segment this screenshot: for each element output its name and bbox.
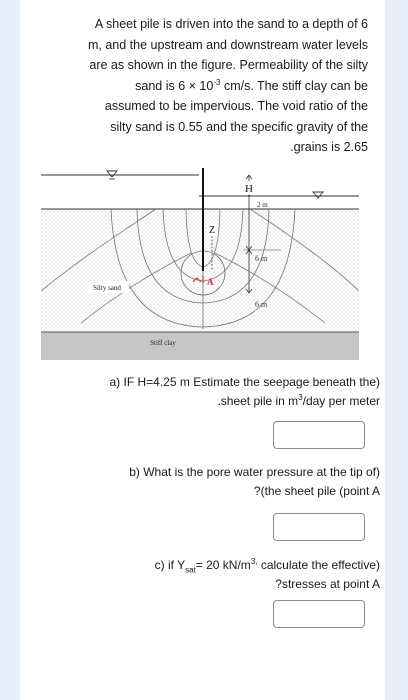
question-c-line-2: ?stresses at point A — [275, 576, 380, 591]
problem-line-1: A sheet pile is driven into the sand to a depth of 6 — [94, 17, 368, 31]
silty-sand-label: Silty sand — [93, 284, 121, 292]
problem-line-6: silty sand is 0.55 and the specific gravity of the — [110, 119, 368, 134]
question-a-text: .sheet pile in m — [217, 393, 299, 408]
problem-line-5: assumed to be impervious. The void ratio of the — [104, 99, 368, 113]
depth-label-6m-top: 6 m — [255, 254, 268, 263]
answer-c-input[interactable] — [273, 600, 365, 628]
stiff-clay-layer — [41, 332, 359, 360]
depth-label-2m: 2 m — [257, 201, 268, 209]
question-c-line-1 — [60, 556, 380, 575]
question-a-unit-exponent: 3 — [298, 392, 303, 402]
question-c-gamma: c) if Y — [154, 558, 186, 572]
point-Z-label: Z — [208, 225, 216, 236]
downstream-water-marker-icon — [313, 192, 323, 198]
upstream-water-marker-icon — [107, 171, 117, 177]
question-c-value: = 20 kN/m — [195, 558, 251, 572]
problem-line-4 — [28, 76, 368, 97]
depth-label-6m-bottom: 6 m — [255, 300, 268, 309]
question-a — [60, 373, 380, 410]
permeability-exponent: -3 — [213, 77, 221, 87]
question-c-sat: sat — [185, 565, 196, 575]
question-b — [60, 463, 380, 500]
question-c-text: calculate the effective) — [257, 558, 380, 572]
question-b-line-1: b) What is the pore water pressure at the tip of) — [129, 465, 380, 479]
silty-sand-layer — [41, 209, 359, 332]
question-c-exponent: 3, — [250, 557, 258, 566]
head-label-H: H — [245, 183, 253, 195]
question-b-line-2: ?(the sheet pile (point A — [253, 483, 380, 498]
question-a-unit: /day per meter — [302, 393, 380, 408]
problem-line-2: m, and the upstream and downstream water levels — [88, 37, 368, 52]
point-A-label: A — [207, 277, 214, 287]
permeability-unit: cm/s. The stiff clay can be — [220, 78, 368, 93]
answer-a-input[interactable] — [273, 421, 365, 449]
stiff-clay-label: Stiff clay — [150, 339, 176, 347]
permeability-value: sand is 6 × 10 — [135, 78, 214, 93]
problem-line-3: are as shown in the figure. Permeability of the silty — [89, 58, 368, 72]
question-a-line-2 — [60, 392, 380, 411]
sheet-pile-flow-net-figure — [41, 163, 359, 363]
problem-line-7: .grains is 2.65 — [290, 140, 368, 154]
question-c — [60, 556, 380, 593]
question-a-line-1: a) IF H=4.25 m Estimate the seepage beneath the) — [109, 375, 380, 389]
answer-b-input[interactable] — [273, 513, 365, 541]
problem-statement — [28, 14, 368, 158]
